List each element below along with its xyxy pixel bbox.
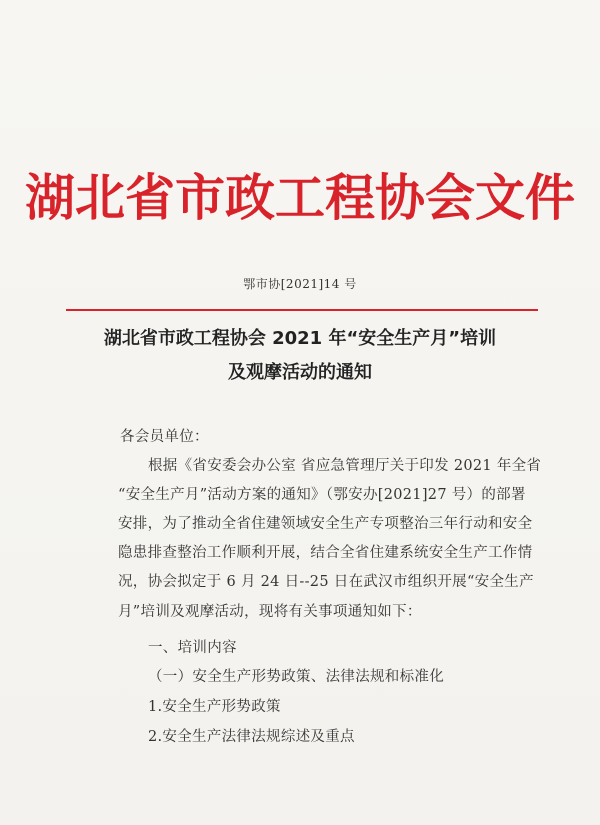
header-red-divider xyxy=(66,309,538,311)
document-number: 鄂市协[2021]14 号 xyxy=(243,277,357,291)
salutation: 各会员单位： xyxy=(120,429,209,445)
paragraph-line: 隐患排查整治工作顺利开展，结合全省住建系统安全生产工作情 xyxy=(118,545,533,561)
section-heading: 一、培训内容 xyxy=(148,640,237,656)
paragraph-line: 月”培训及观摩活动，现将有关事项通知如下： xyxy=(118,604,422,620)
notice-title-line-2: 及观摩活动的通知 xyxy=(228,362,372,383)
list-item: 1.安全生产形势政策 xyxy=(148,699,281,715)
subsection-heading: （一）安全生产形势政策、法律法规和标准化 xyxy=(148,669,444,685)
paragraph-line: 况，协会拟定于 6 月 24 日--25 日在武汉市组织开展“安全生产 xyxy=(118,574,534,590)
paragraph-line: 根据《省安委会办公室 省应急管理厅关于印发 2021 年全省 xyxy=(148,458,542,474)
paragraph-line: 安排，为了推动全省住建领域安全生产专项整治三年行动和安全 xyxy=(118,516,533,532)
document-header-title: 湖北省市政工程协会文件 xyxy=(25,168,575,227)
notice-title-line-1: 湖北省市政工程协会 2021 年“安全生产月”培训 xyxy=(103,328,497,349)
paragraph-line: “安全生产月”活动方案的通知》（鄂安办[2021]27 号）的部署 xyxy=(118,487,526,503)
list-item: 2.安全生产法律法规综述及重点 xyxy=(148,729,355,745)
